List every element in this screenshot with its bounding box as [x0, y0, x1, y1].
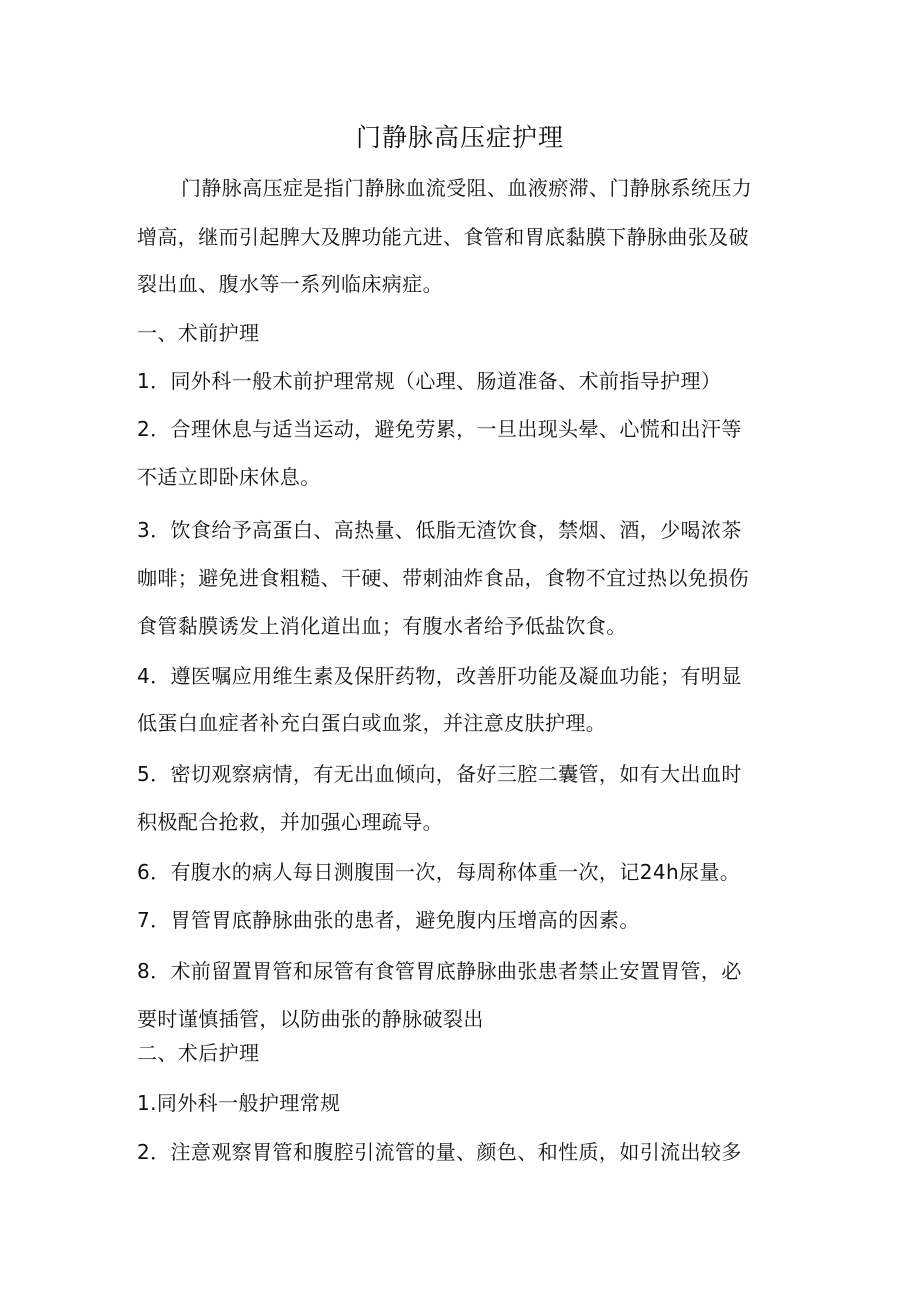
preop-item-7: 7．胃管胃底静脉曲张的患者，避免腹内压增高的因素。: [137, 908, 640, 932]
preop-item-2-line-1: 2．合理休息与适当运动，避免劳累，一旦出现头晕、心慌和出汗等: [137, 417, 742, 441]
preop-item-6: 6．有腹水的病人每日测腹围一次，每周称体重一次，记24h尿量。: [137, 860, 741, 884]
preop-item-3-line-2: 咖啡；避免进食粗糙、干硬、带刺油炸食品，食物不宜过热以免损伤: [137, 566, 749, 590]
preop-item-1: 1．同外科一般术前护理常规（心理、肠道准备、术前指导护理）: [137, 369, 722, 393]
preop-item-3-line-1: 3．饮食给予高蛋白、高热量、低脂无渣饮食，禁烟、酒，少喝浓茶: [137, 518, 742, 542]
section-heading-preop: 一、术前护理: [137, 321, 260, 345]
preop-item-5-line-2: 积极配合抢救，并加强心理疏导。: [137, 810, 443, 834]
preop-item-5-line-1: 5．密切观察病情，有无出血倾向，备好三腔二囊管，如有大出血时: [137, 762, 742, 786]
document-title: 门静脉高压症护理: [355, 123, 564, 152]
preop-item-4-line-2: 低蛋白血症者补充白蛋白或血浆，并注意皮肤护理。: [137, 711, 607, 735]
postop-item-2-line-1: 2．注意观察胃管和腹腔引流管的量、颜色、和性质，如引流出较多: [137, 1140, 742, 1164]
preop-item-8-line-1: 8．术前留置胃管和尿管有食管胃底静脉曲张患者禁止安置胃管，必: [137, 959, 742, 983]
preop-item-2-line-2: 不适立即卧床休息。: [137, 465, 321, 489]
intro-line-2: 增高，继而引起脾大及脾功能亢进、食管和胃底黏膜下静脉曲张及破: [137, 225, 749, 249]
intro-line-3: 裂出血、腹水等一系列临床病症。: [137, 272, 443, 296]
preop-item-8-line-2: 要时谨慎插管，以防曲张的静脉破裂出: [137, 1007, 484, 1031]
section-heading-postop: 二、术后护理: [137, 1041, 260, 1065]
preop-item-3-line-3: 食管黏膜诱发上消化道出血；有腹水者给予低盐饮食。: [137, 614, 627, 638]
intro-line-1: 门静脉高压症是指门静脉血流受阻、血液瘀滞、门静脉系统压力: [181, 176, 753, 200]
preop-item-4-line-1: 4．遵医嘱应用维生素及保肝药物，改善肝功能及凝血功能；有明显: [137, 664, 742, 688]
postop-item-1: 1.同外科一般护理常规: [137, 1091, 341, 1115]
